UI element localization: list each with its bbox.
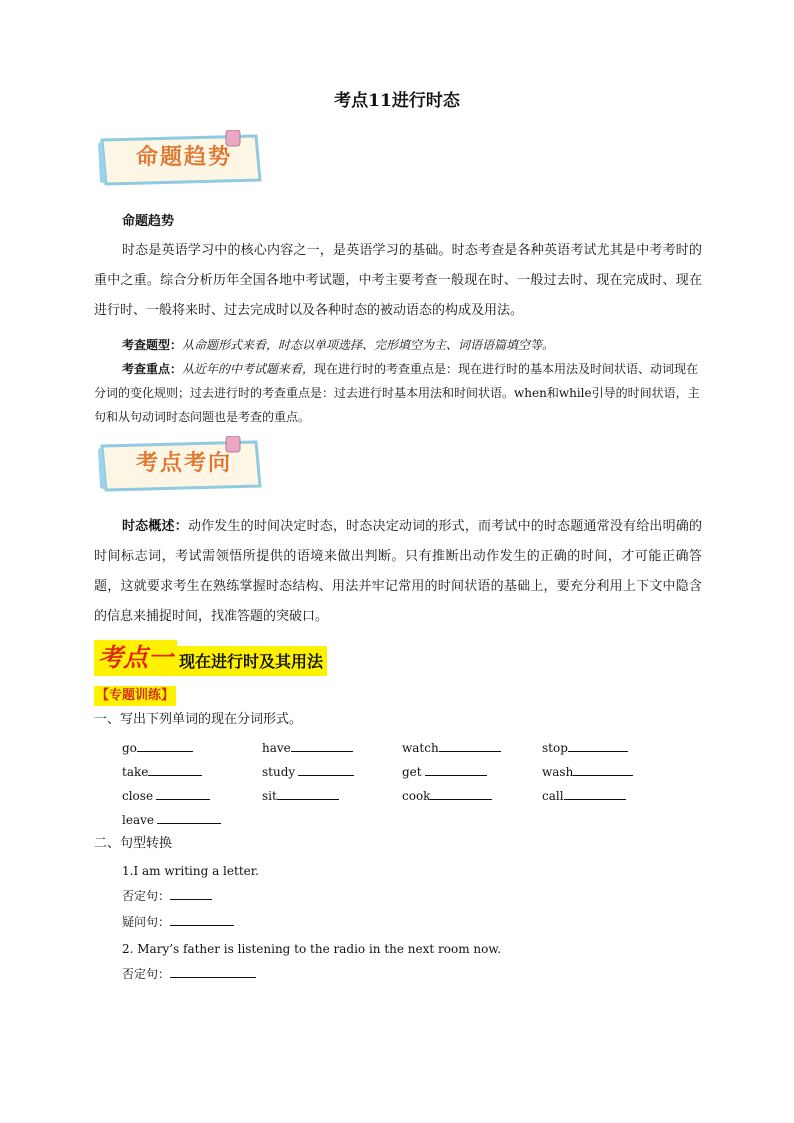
overview-label: 时态概述： bbox=[122, 519, 188, 534]
banner-direction-text: 考点考向 bbox=[135, 451, 232, 476]
training-label: 【专题训练】 bbox=[94, 686, 176, 706]
answer-blank[interactable] bbox=[170, 912, 234, 926]
overview-paragraph bbox=[94, 512, 702, 632]
exam-focus-label: 考查重点： bbox=[122, 362, 183, 376]
exam-types-label: 考查题型： bbox=[122, 338, 183, 352]
answer-blank[interactable] bbox=[157, 810, 221, 824]
sentence-1: 1.I am writing a letter. bbox=[122, 864, 259, 878]
trend-paragraph: 时态是英语学习中的核心内容之一，是英语学习的基础。时态考查是各种英语考试尤其是中考考时的重中之重。综合分析历年全国各地中考试题，中考主要考查一般现在时、一般过去时、现在完成时、现在进行时、一般将来时、过去完成时以及各种时态的被动语态的构成及用法。 bbox=[94, 243, 702, 318]
answer-blank[interactable] bbox=[430, 786, 492, 800]
answer-blank[interactable] bbox=[156, 786, 210, 800]
q1-heading: 一、写出下列单词的现在分词形式。 bbox=[94, 712, 303, 727]
page-title: 考点11进行时态 bbox=[334, 91, 460, 111]
answer-blank[interactable] bbox=[439, 738, 501, 752]
exam-types bbox=[94, 333, 702, 357]
word-item: sit bbox=[262, 786, 339, 805]
kd1-small: 现在进行时及其用法 bbox=[177, 646, 327, 676]
word-item: take bbox=[122, 762, 202, 781]
word-item: close bbox=[122, 786, 210, 805]
q2-heading: 二、句型转换 bbox=[94, 836, 173, 851]
word-item: wash bbox=[542, 762, 633, 781]
exam-focus-italic: 从近年的中考试题来看， bbox=[182, 362, 315, 376]
answer-blank[interactable] bbox=[568, 738, 628, 752]
banner-direction bbox=[94, 436, 264, 492]
sentence-2: 2. Mary’s father is listening to the radio in the next room now. bbox=[122, 942, 502, 956]
negative-row-2: 否定句： bbox=[122, 964, 256, 983]
answer-blank[interactable] bbox=[170, 886, 212, 900]
kd1-big: 考点一 bbox=[94, 640, 177, 676]
answer-blank[interactable] bbox=[148, 762, 202, 776]
answer-blank[interactable] bbox=[425, 762, 487, 776]
word-item: have bbox=[262, 738, 353, 757]
question-row: 疑问句： bbox=[122, 912, 234, 931]
answer-blank[interactable] bbox=[277, 786, 339, 800]
banner-trend-text: 命题趋势 bbox=[135, 145, 232, 170]
negative-row: 否定句： bbox=[122, 886, 212, 905]
answer-blank[interactable] bbox=[573, 762, 633, 776]
answer-blank[interactable] bbox=[137, 738, 193, 752]
word-item: study bbox=[262, 762, 354, 781]
answer-blank[interactable] bbox=[298, 762, 354, 776]
word-item: cook bbox=[402, 786, 492, 805]
exam-focus bbox=[94, 357, 702, 429]
word-item: watch bbox=[402, 738, 501, 757]
exam-focus-text: 现在进行时的考查重点是：现在进行时的基本用法及时间状语、动词现在分词的变化规则；过去进行时的考查重点是：过去进行时基本用法和时间状语。when和while引导的时间状语，主句和从句动词时态问题也是考查的重点。 bbox=[94, 362, 700, 424]
answer-blank[interactable] bbox=[564, 786, 626, 800]
word-item: stop bbox=[542, 738, 628, 757]
word-item: call bbox=[542, 786, 626, 805]
word-item: leave bbox=[122, 810, 221, 829]
overview-text: 动作发生的时间决定时态，时态决定动词的形式，而考试中的时态题通常没有给出明确的时间标志词，考试需领悟所提供的语境来做出判断。只有推断出动作发生的正确的时间，才可能正确答题，这就要求考生在熟练掌握时态结构、用法并牢记常用的时间状语的基础上，要充分利用上下文中隐含的信息来捕捉时间，找准答题的突破口。 bbox=[94, 519, 702, 624]
kd1-banner bbox=[94, 640, 327, 676]
trend-heading: 命题趋势 bbox=[122, 214, 175, 229]
answer-blank[interactable] bbox=[170, 964, 256, 978]
answer-blank[interactable] bbox=[291, 738, 353, 752]
banner-trend bbox=[94, 130, 264, 186]
word-item: go bbox=[122, 738, 193, 757]
word-item: get bbox=[402, 762, 487, 781]
exam-types-text: 从命题形式来看，时态以单项选择、完形填空为主、词语语篇填空等。 bbox=[182, 338, 555, 352]
